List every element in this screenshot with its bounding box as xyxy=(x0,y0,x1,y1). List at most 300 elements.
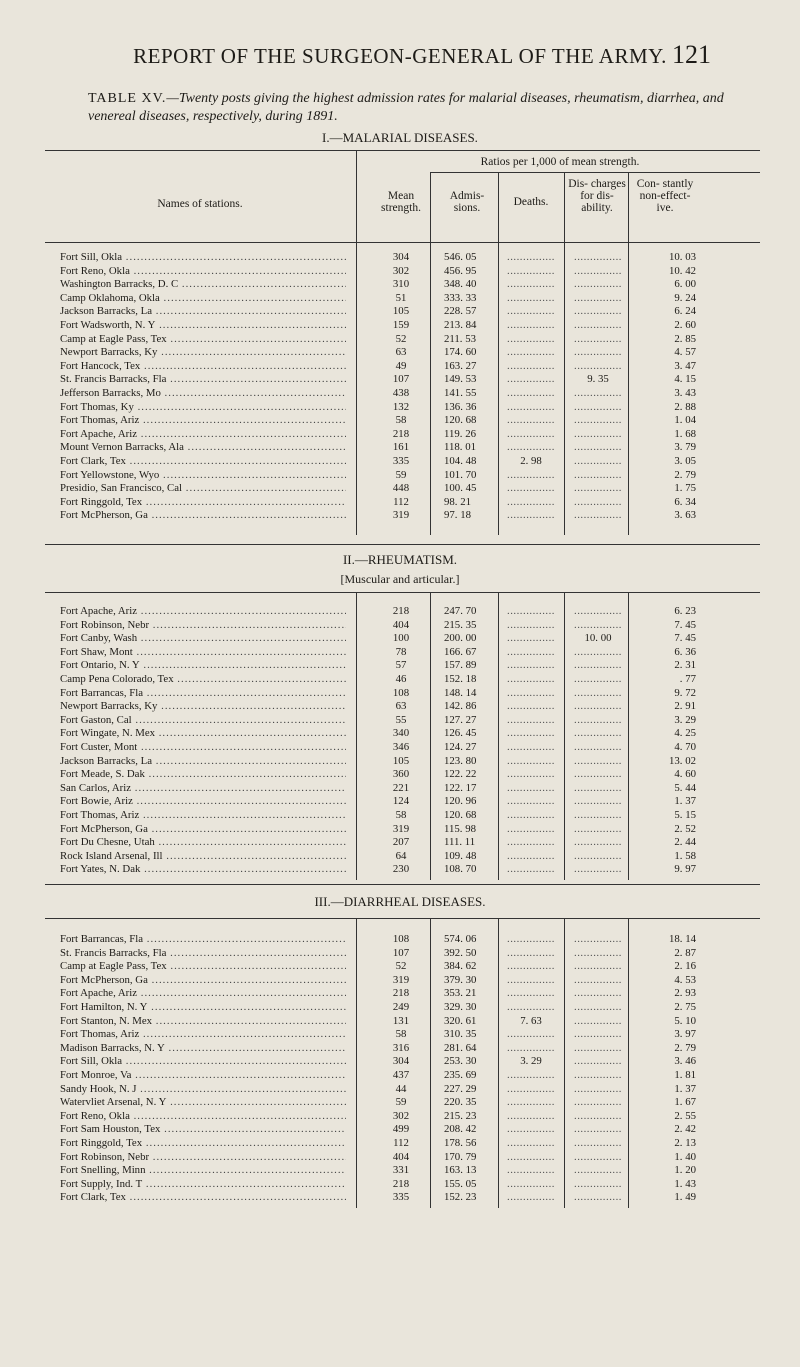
discharges-ratio xyxy=(569,386,627,400)
discharges-ratio xyxy=(569,359,627,373)
deaths-ratio xyxy=(500,699,562,713)
deaths-ratio xyxy=(500,781,562,795)
deaths-ratio xyxy=(500,1177,562,1191)
admissions-ratio: 108. 70 xyxy=(444,863,477,876)
col-rule-1 xyxy=(356,150,357,535)
deaths-ratio xyxy=(500,400,562,414)
section-subtitle-rheumatism: [Muscular and articular.] xyxy=(340,572,460,586)
admissions-ratio: 101. 70 xyxy=(444,468,477,481)
constantly-noneffective-ratio: 2. 13 xyxy=(674,1137,696,1149)
constantly-noneffective-ratio: 3. 29 xyxy=(674,713,696,726)
constantly-noneffective-ratio: 6. 24 xyxy=(674,305,696,318)
station-name: Sandy Hook, N. J ..... xyxy=(60,1082,346,1096)
discharges-ratio xyxy=(569,986,627,1000)
deaths-ratio xyxy=(500,481,562,495)
station-name: Fort Hancock, Tex ..... xyxy=(60,359,346,373)
constantly-noneffective-header: Con- stantly non-effect- ive. xyxy=(636,178,694,214)
admissions-ratio: 235. 69 xyxy=(444,1069,477,1081)
station-name: St. Francis Barracks, Fla ..... xyxy=(60,372,346,386)
discharges-ratio xyxy=(569,862,627,876)
admissions-ratio: 546. 05 xyxy=(444,251,477,263)
mean-strength: 108 xyxy=(392,686,410,699)
deaths-ratio xyxy=(500,427,562,441)
constantly-noneffective-ratio: 9. 72 xyxy=(674,686,696,699)
deaths-ratio xyxy=(500,794,562,808)
discharges-ratio xyxy=(569,645,627,659)
admissions-ratio: 127. 27 xyxy=(444,713,477,726)
admissions-ratio: 170. 79 xyxy=(444,1150,477,1163)
section-3-top-rule xyxy=(45,918,760,919)
mean-strength-header: Mean strength. xyxy=(381,190,421,214)
discharges-ratio xyxy=(569,318,627,332)
mean-strength: 100 xyxy=(392,632,410,645)
col-rule-s3-2 xyxy=(430,918,431,1208)
station-name: Rock Island Arsenal, Ill ..... xyxy=(60,849,346,863)
discharges-ratio xyxy=(569,932,627,946)
station-name: Fort Ontario, N. Y ..... xyxy=(60,658,346,672)
mean-strength: 58 xyxy=(395,1028,407,1041)
admissions-ratio: 227. 29 xyxy=(444,1082,477,1095)
admissions-ratio: 142. 86 xyxy=(444,700,477,713)
station-name: Fort Apache, Ariz ..... xyxy=(60,604,346,618)
deaths-ratio xyxy=(500,1095,562,1109)
mean-strength: 331 xyxy=(392,1164,410,1177)
admissions-ratio: 333. 33 xyxy=(444,291,477,304)
station-name: Madison Barracks, N. Y ..... xyxy=(60,1041,346,1055)
constantly-noneffective-ratio: 2. 79 xyxy=(674,1041,696,1054)
deaths-ratio xyxy=(500,1150,562,1164)
discharges-ratio xyxy=(569,413,627,427)
mean-strength: 207 xyxy=(392,836,410,849)
station-name: Washington Barracks, D. C ..... xyxy=(60,277,346,291)
discharges-ratio xyxy=(569,1136,627,1150)
mean-strength: 335 xyxy=(392,1191,410,1204)
mean-strength: 448 xyxy=(392,482,410,495)
admissions-ratio: 149. 53 xyxy=(444,373,477,386)
mean-strength: 44 xyxy=(395,1082,407,1095)
station-name: Fort Supply, Ind. T ..... xyxy=(60,1177,346,1191)
deaths-ratio xyxy=(500,1041,562,1055)
constantly-noneffective-ratio: 18. 14 xyxy=(669,933,696,945)
mean-strength: 112 xyxy=(393,1137,409,1149)
discharges-header: Dis- charges for dis- ability. xyxy=(568,178,626,214)
admissions-ratio: 152. 18 xyxy=(444,673,477,685)
discharges-ratio xyxy=(569,794,627,808)
deaths-ratio xyxy=(500,959,562,973)
station-name: Fort Bowie, Ariz ..... xyxy=(60,794,346,808)
deaths-ratio xyxy=(500,740,562,754)
table-title: —Twenty posts giving the highest admission rates for malarial diseases, rheumatism, diarrhea, and venereal diseases, respectively, during 1891. xyxy=(88,91,724,124)
constantly-noneffective-ratio: 1. 67 xyxy=(674,1096,696,1109)
col-rule-s2-4 xyxy=(564,592,565,880)
deaths-ratio xyxy=(500,645,562,659)
admissions-ratio: 228. 57 xyxy=(444,305,477,318)
deaths-ratio xyxy=(500,495,562,509)
section-1-bottom-rule xyxy=(45,544,760,545)
admissions-ratio: 379. 30 xyxy=(444,973,477,986)
deaths-ratio xyxy=(500,713,562,727)
station-name: Camp Pena Colorado, Tex ..... xyxy=(60,672,346,686)
station-name: Fort Snelling, Minn ..... xyxy=(60,1163,346,1177)
constantly-noneffective-ratio: 3. 05 xyxy=(674,455,696,467)
admissions-ratio: 215. 35 xyxy=(444,618,477,631)
admissions-ratio: 126. 45 xyxy=(444,727,477,740)
admissions-ratio: 115. 98 xyxy=(444,822,476,835)
admissions-ratio: 163. 13 xyxy=(444,1164,477,1177)
discharges-ratio xyxy=(569,767,627,781)
station-name: Fort Sill, Okla ..... xyxy=(60,250,346,264)
mean-strength: 218 xyxy=(392,987,410,1000)
mean-strength: 124 xyxy=(392,795,410,808)
discharges-ratio xyxy=(569,277,627,291)
admissions-ratio: 574. 06 xyxy=(444,933,477,945)
discharges-ratio xyxy=(569,1095,627,1109)
constantly-noneffective-ratio: 1. 49 xyxy=(674,1191,696,1204)
constantly-noneffective-ratio: 2. 93 xyxy=(674,987,696,1000)
admissions-ratio: 141. 55 xyxy=(444,387,477,399)
discharges-ratio xyxy=(569,1082,627,1096)
section-title-rheumatism: II.—RHEUMATISM. xyxy=(342,552,458,567)
station-name: Fort Barrancas, Fla ..... xyxy=(60,686,346,700)
deaths-ratio: 2. 98 xyxy=(520,455,542,467)
constantly-noneffective-ratio: 2. 85 xyxy=(674,332,696,345)
mean-strength: 404 xyxy=(392,618,410,631)
constantly-noneffective-ratio: 1. 40 xyxy=(674,1150,696,1163)
admissions-ratio: 136. 36 xyxy=(444,400,477,413)
mean-strength: 319 xyxy=(392,509,410,522)
page-number: 121 xyxy=(672,40,711,69)
admissions-ratio: 208. 42 xyxy=(444,1123,477,1136)
station-name: Fort Robinson, Nebr ..... xyxy=(60,618,346,632)
deaths-ratio: 3. 29 xyxy=(520,1055,542,1068)
constantly-noneffective-ratio: 1. 75 xyxy=(674,482,696,495)
constantly-noneffective-ratio: 2. 52 xyxy=(674,822,696,835)
admissions-ratio: 152. 23 xyxy=(444,1191,477,1204)
mean-strength: 437 xyxy=(392,1069,410,1081)
station-name: Fort McPherson, Ga ..... xyxy=(60,508,346,522)
section-title-diarrheal: III.—DIARRHEAL DISEASES. xyxy=(314,894,486,909)
admissions-ratio: 353. 21 xyxy=(444,987,477,1000)
deaths-header: Deaths. xyxy=(513,196,549,208)
deaths-ratio xyxy=(500,250,562,264)
discharges-ratio xyxy=(569,946,627,960)
discharges-ratio xyxy=(569,973,627,987)
discharges-ratio xyxy=(569,959,627,973)
discharges-ratio xyxy=(569,686,627,700)
station-name: Fort Shaw, Mont ..... xyxy=(60,645,346,659)
constantly-noneffective-ratio: 5. 44 xyxy=(674,781,696,794)
constantly-noneffective-ratio: 1. 37 xyxy=(674,1082,696,1095)
mean-strength: 46 xyxy=(395,673,407,685)
admissions-ratio: 253. 30 xyxy=(444,1055,477,1068)
discharges-ratio xyxy=(569,835,627,849)
admissions-ratio: 329. 30 xyxy=(444,1001,477,1013)
deaths-ratio xyxy=(500,372,562,386)
mean-strength: 499 xyxy=(392,1123,410,1136)
admissions-ratio: 211. 53 xyxy=(444,332,476,345)
constantly-noneffective-ratio: 6. 34 xyxy=(674,495,696,508)
deaths-ratio xyxy=(500,835,562,849)
constantly-noneffective-ratio: 2. 55 xyxy=(674,1109,696,1122)
station-name: Fort Thomas, Ariz ..... xyxy=(60,413,346,427)
discharges-ratio xyxy=(569,1190,627,1204)
constantly-noneffective-ratio: 2. 87 xyxy=(674,946,696,959)
col-rule-3 xyxy=(498,172,499,535)
discharges-ratio xyxy=(569,304,627,318)
discharges-ratio xyxy=(569,1041,627,1055)
deaths-ratio xyxy=(500,986,562,1000)
mean-strength: 218 xyxy=(392,1177,410,1190)
discharges-ratio xyxy=(569,440,627,454)
station-name: Jackson Barracks, La ..... xyxy=(60,304,346,318)
admissions-ratio: 119. 26 xyxy=(444,427,476,440)
deaths-ratio xyxy=(500,264,562,278)
deaths-ratio xyxy=(500,808,562,822)
col-rule-s2-2 xyxy=(430,592,431,880)
deaths-ratio xyxy=(500,631,562,645)
station-name: Fort Robinson, Nebr ..... xyxy=(60,1150,346,1164)
discharges-ratio: 9. 35 xyxy=(587,373,609,386)
col-rule-s3-5 xyxy=(628,918,629,1208)
deaths-ratio xyxy=(500,1109,562,1123)
constantly-noneffective-ratio: 2. 42 xyxy=(674,1123,696,1136)
station-name: Fort Clark, Tex ..... xyxy=(60,1190,346,1204)
discharges-ratio xyxy=(569,1000,627,1014)
constantly-noneffective-ratio: 5. 15 xyxy=(674,809,696,821)
running-title: REPORT OF THE SURGEON-GENERAL OF THE ARMY. xyxy=(133,44,667,68)
constantly-noneffective-ratio: 1. 20 xyxy=(674,1164,696,1177)
mean-strength: 159 xyxy=(392,319,410,331)
discharges-ratio xyxy=(569,1109,627,1123)
constantly-noneffective-ratio: 3. 43 xyxy=(674,387,696,399)
constantly-noneffective-ratio: 4. 70 xyxy=(674,741,696,753)
mean-strength: 360 xyxy=(392,768,410,781)
station-name: Fort Custer, Mont ..... xyxy=(60,740,346,754)
admissions-ratio: 174. 60 xyxy=(444,346,477,359)
deaths-ratio xyxy=(500,345,562,359)
deaths-ratio xyxy=(500,946,562,960)
deaths-ratio xyxy=(500,932,562,946)
station-name: Jefferson Barracks, Mo ..... xyxy=(60,386,346,400)
mean-strength: 340 xyxy=(392,727,410,740)
ratios-group-header: Ratios per 1,000 of mean strength. xyxy=(480,156,640,168)
discharges-ratio xyxy=(569,1177,627,1191)
station-name: Fort Sam Houston, Tex ..... xyxy=(60,1122,346,1136)
table-caption xyxy=(88,90,748,126)
deaths-ratio xyxy=(500,767,562,781)
station-name: Fort Ringgold, Tex ..... xyxy=(60,495,346,509)
station-name: St. Francis Barracks, Fla ..... xyxy=(60,946,346,960)
discharges-ratio xyxy=(569,699,627,713)
admissions-ratio: 104. 48 xyxy=(444,455,477,467)
mean-strength: 57 xyxy=(395,659,407,672)
mean-strength: 438 xyxy=(392,387,410,399)
constantly-noneffective-ratio: 4. 15 xyxy=(674,373,696,386)
mean-strength: 319 xyxy=(392,822,410,835)
admissions-ratio: 100. 45 xyxy=(444,482,477,495)
station-name: Fort Gaston, Cal ..... xyxy=(60,713,346,727)
mean-strength: 55 xyxy=(395,713,407,726)
mean-strength: 107 xyxy=(392,946,410,959)
station-name: Fort Du Chesne, Utah ..... xyxy=(60,835,346,849)
deaths-ratio xyxy=(500,508,562,522)
station-name: Fort Apache, Ariz ..... xyxy=(60,986,346,1000)
admissions-ratio: 178. 56 xyxy=(444,1137,477,1149)
constantly-noneffective-ratio: 2. 16 xyxy=(674,960,696,973)
admissions-ratio: 109. 48 xyxy=(444,849,477,862)
admissions-ratio: 215. 23 xyxy=(444,1109,477,1122)
admissions-ratio: 384. 62 xyxy=(444,960,477,973)
station-name: Fort Thomas, Ariz ..... xyxy=(60,1027,346,1041)
constantly-noneffective-ratio: 5. 10 xyxy=(674,1014,696,1027)
mean-strength: 112 xyxy=(393,495,409,508)
deaths-ratio xyxy=(500,386,562,400)
station-name: Fort Stanton, N. Mex ..... xyxy=(60,1014,346,1028)
mean-strength: 58 xyxy=(395,414,407,427)
station-name: Newport Barracks, Ky ..... xyxy=(60,345,346,359)
deaths-ratio xyxy=(500,754,562,768)
admissions-ratio: 122. 22 xyxy=(444,768,477,781)
constantly-noneffective-ratio: 6. 00 xyxy=(674,278,696,291)
table-top-rule xyxy=(45,150,760,151)
mean-strength: 161 xyxy=(392,441,410,454)
constantly-noneffective-ratio: 3. 46 xyxy=(674,1055,696,1068)
constantly-noneffective-ratio: 2. 88 xyxy=(674,400,696,413)
constantly-noneffective-ratio: 1. 04 xyxy=(674,414,696,427)
discharges-ratio xyxy=(569,291,627,305)
deaths-ratio xyxy=(500,1082,562,1096)
station-name: Fort Monroe, Va ..... xyxy=(60,1068,346,1082)
station-name: Fort Wingate, N. Mex ..... xyxy=(60,726,346,740)
mean-strength: 218 xyxy=(392,427,410,440)
station-name: Fort Meade, S. Dak ..... xyxy=(60,767,346,781)
deaths-ratio xyxy=(500,658,562,672)
mean-strength: 249 xyxy=(392,1001,410,1013)
mean-strength: 59 xyxy=(395,1096,407,1109)
constantly-noneffective-ratio: 9. 24 xyxy=(674,291,696,304)
constantly-noneffective-ratio: 4. 53 xyxy=(674,973,696,986)
mean-strength: 302 xyxy=(392,1109,410,1122)
station-name: Fort Clark, Tex ..... xyxy=(60,454,346,468)
deaths-ratio xyxy=(500,277,562,291)
mean-strength: 131 xyxy=(392,1014,410,1027)
constantly-noneffective-ratio: 3. 97 xyxy=(674,1028,696,1041)
admissions-ratio: 120. 96 xyxy=(444,795,477,808)
discharges-ratio xyxy=(569,454,627,468)
deaths-ratio xyxy=(500,1136,562,1150)
admissions-ratio: 124. 27 xyxy=(444,741,477,753)
constantly-noneffective-ratio: 2. 60 xyxy=(674,319,696,331)
discharges-ratio xyxy=(569,658,627,672)
station-name: Jackson Barracks, La ..... xyxy=(60,754,346,768)
station-name: Mount Vernon Barracks, Ala ..... xyxy=(60,440,346,454)
table-number: TABLE XV. xyxy=(88,91,167,106)
mean-strength: 52 xyxy=(395,332,407,345)
deaths-ratio xyxy=(500,822,562,836)
admissions-ratio: 157. 89 xyxy=(444,659,477,672)
deaths-ratio xyxy=(500,973,562,987)
mean-strength: 316 xyxy=(392,1041,410,1054)
mean-strength: 230 xyxy=(392,863,410,876)
constantly-noneffective-ratio: 1. 81 xyxy=(674,1069,696,1081)
station-name: Fort McPherson, Ga ..... xyxy=(60,973,346,987)
admissions-ratio: 456. 95 xyxy=(444,264,477,277)
station-name: Presidio, San Francisco, Cal ..... xyxy=(60,481,346,495)
station-name: Fort Wadsworth, N. Y ..... xyxy=(60,318,346,332)
deaths-ratio xyxy=(500,849,562,863)
admissions-ratio: 122. 17 xyxy=(444,781,477,794)
station-name: Fort Yellowstone, Wyo ..... xyxy=(60,468,346,482)
admissions-ratio: 155. 05 xyxy=(444,1177,477,1190)
discharges-ratio xyxy=(569,427,627,441)
col-rule-2 xyxy=(430,172,431,535)
constantly-noneffective-ratio: 4. 60 xyxy=(674,768,696,781)
mean-strength: 132 xyxy=(392,400,410,413)
discharges-ratio xyxy=(569,808,627,822)
deaths-ratio xyxy=(500,1027,562,1041)
deaths-ratio xyxy=(500,291,562,305)
admissions-ratio: 98. 21 xyxy=(444,495,471,508)
discharges-ratio xyxy=(569,1014,627,1028)
constantly-noneffective-ratio: 4. 57 xyxy=(674,346,696,359)
mean-strength: 346 xyxy=(392,741,410,753)
col-rule-s2-3 xyxy=(498,592,499,880)
admissions-ratio: 348. 40 xyxy=(444,278,477,291)
deaths-ratio xyxy=(500,1163,562,1177)
constantly-noneffective-ratio: 3. 79 xyxy=(674,441,696,454)
deaths-ratio xyxy=(500,468,562,482)
constantly-noneffective-ratio: 1. 68 xyxy=(674,427,696,440)
mean-strength: 302 xyxy=(392,264,410,277)
discharges-ratio xyxy=(569,781,627,795)
station-name: Fort Thomas, Ky ..... xyxy=(60,400,346,414)
mean-strength: 319 xyxy=(392,973,410,986)
discharges-ratio xyxy=(569,618,627,632)
admissions-ratio: 392. 50 xyxy=(444,946,477,959)
constantly-noneffective-ratio: 3. 63 xyxy=(674,509,696,522)
deaths-ratio xyxy=(500,413,562,427)
station-name: Camp at Eagle Pass, Tex ..... xyxy=(60,332,346,346)
constantly-noneffective-ratio: 2. 91 xyxy=(674,700,696,713)
discharges-ratio xyxy=(569,400,627,414)
mean-strength: 59 xyxy=(395,468,407,481)
constantly-noneffective-ratio: 2. 44 xyxy=(674,836,696,849)
constantly-noneffective-ratio: 4. 25 xyxy=(674,727,696,740)
station-name: Fort Barrancas, Fla ..... xyxy=(60,932,346,946)
station-name: Fort McPherson, Ga ..... xyxy=(60,822,346,836)
station-name: Fort Yates, N. Dak ..... xyxy=(60,862,346,876)
deaths-ratio xyxy=(500,726,562,740)
deaths-ratio xyxy=(500,618,562,632)
deaths-ratio xyxy=(500,359,562,373)
mean-strength: 310 xyxy=(392,278,410,291)
station-name: Watervliet Arsenal, N. Y ..... xyxy=(60,1095,346,1109)
constantly-noneffective-ratio: 10. 03 xyxy=(669,251,696,263)
admissions-ratio: 166. 67 xyxy=(444,645,477,658)
discharges-ratio xyxy=(569,508,627,522)
admissions-ratio: 320. 61 xyxy=(444,1014,477,1027)
col-rule-s2-1 xyxy=(356,592,357,880)
mean-strength: 105 xyxy=(392,754,410,767)
group-rule xyxy=(430,172,760,173)
deaths-ratio xyxy=(500,862,562,876)
admissions-ratio: 118. 01 xyxy=(444,441,476,454)
discharges-ratio xyxy=(569,481,627,495)
constantly-noneffective-ratio: 2. 31 xyxy=(674,659,696,672)
station-name: Camp at Eagle Pass, Tex ..... xyxy=(60,959,346,973)
mean-strength: 304 xyxy=(392,251,410,263)
station-name: Newport Barracks, Ky ..... xyxy=(60,699,346,713)
